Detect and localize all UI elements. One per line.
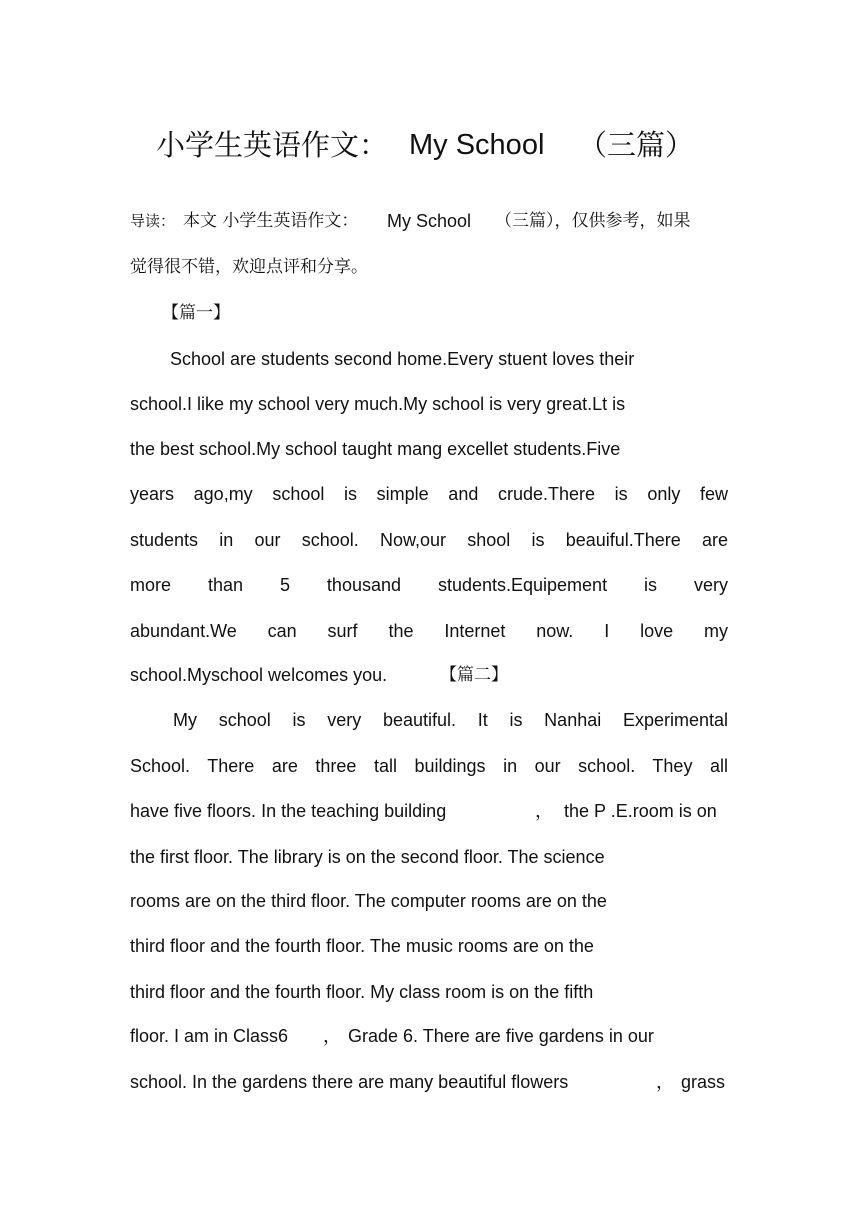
section-1-line: years ago,my school is simple and crude.There is only few bbox=[130, 484, 728, 504]
section-2-fragment-grade: Grade 6. There are five gardens in our bbox=[348, 1026, 654, 1046]
section-2-line: My school is very beautiful. It is Nanhai Experimental bbox=[173, 710, 728, 730]
inline-comma: ， bbox=[656, 1072, 674, 1092]
intro-part1: 本文 小学生英语作文： bbox=[183, 211, 359, 231]
document-title bbox=[0, 118, 860, 172]
section-2-line: School. There are three tall buildings in our school. They all bbox=[130, 756, 728, 776]
inline-comma: ， bbox=[323, 1026, 341, 1046]
intro-line-1 bbox=[130, 206, 691, 236]
section-2-line: floor. I am in Class6 bbox=[130, 1026, 289, 1046]
section-1-line: abundant.We can surf the Internet now. I love my bbox=[130, 621, 728, 641]
intro-line-2: 觉得很不错，欢迎点评和分享。 bbox=[130, 257, 368, 277]
title-english: My School bbox=[409, 129, 545, 161]
section-2-heading: 【篇二】 bbox=[440, 665, 508, 685]
section-2-line: third floor and the fourth floor. The music rooms are on the bbox=[130, 936, 594, 956]
section-1-line: more than 5 thousand students.Equipement is very bbox=[130, 575, 728, 595]
section-1-line: school.I like my school very much.My school is very great.Lt is bbox=[130, 394, 626, 414]
intro-english: My School bbox=[387, 211, 472, 231]
section-1-line: the best school.My school taught mang excellet students.Five bbox=[130, 439, 621, 459]
section-2-line: the first floor. The library is on the second floor. The science bbox=[130, 847, 605, 867]
section-2-line: third floor and the fourth floor. My class room is on the fifth bbox=[130, 982, 594, 1002]
section-1-last-line: school.Myschool welcomes you. bbox=[130, 665, 388, 685]
intro-label: 导读： bbox=[130, 212, 176, 230]
section-2-line: school. In the gardens there are many beautiful flowers bbox=[130, 1072, 569, 1092]
section-2-line: have five floors. In the teaching building bbox=[130, 801, 447, 821]
section-2-line: rooms are on the third floor. The computer rooms are on the bbox=[130, 891, 607, 911]
intro-part2: （三篇），仅供参考，如果 bbox=[495, 211, 691, 231]
section-1-line: students in our school. Now,our shool is beauiful.There are bbox=[130, 530, 728, 550]
section-1-heading: 【篇一】 bbox=[162, 303, 230, 323]
title-chinese: 小学生英语作文： bbox=[156, 128, 389, 162]
section-2-fragment-grass: grass bbox=[681, 1072, 726, 1092]
section-2-fragment-pe-room: the P .E.room is on bbox=[564, 801, 717, 821]
inline-comma: ， bbox=[535, 801, 553, 821]
title-suffix: （三篇） bbox=[578, 128, 695, 162]
section-1-line: School are students second home.Every stuent loves their bbox=[170, 349, 635, 369]
